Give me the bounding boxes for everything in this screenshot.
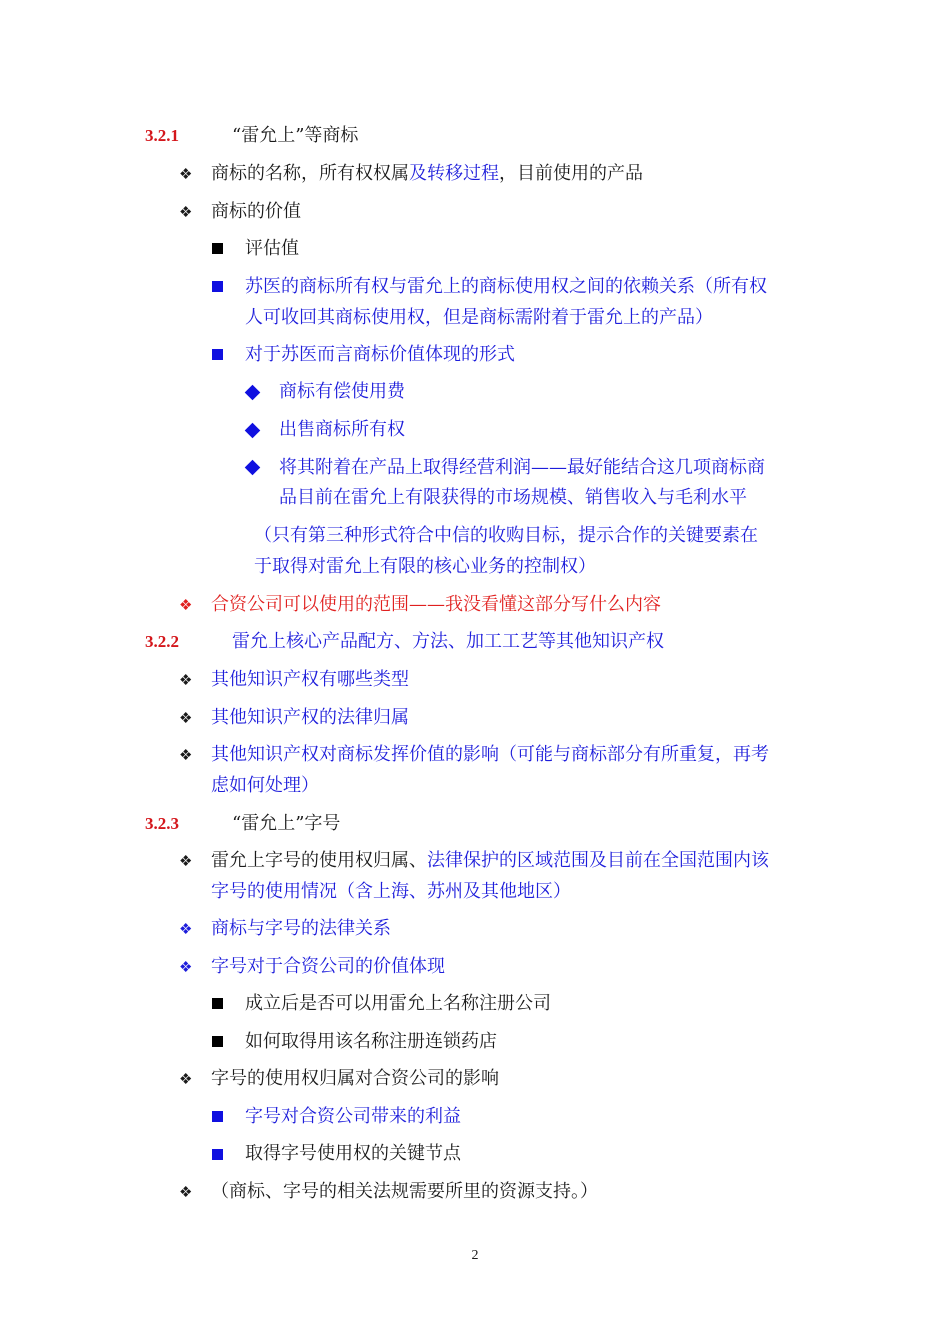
section-number: 3.2.2 <box>145 632 179 651</box>
list-item-continuation: 字号的使用情况（含上海、苏州及其他地区） <box>211 881 571 902</box>
diamond-bullet-icon <box>245 460 261 476</box>
list-item: 取得字号使用权的关键节点 <box>245 1143 461 1164</box>
square-bullet-icon <box>212 281 223 292</box>
diamond-bullet-icon: ❖ <box>179 165 193 183</box>
list-item: 商标与字号的法律关系 <box>211 918 391 939</box>
page-number: 2 <box>471 1248 479 1263</box>
square-bullet-icon <box>212 349 223 360</box>
list-item: 字号的使用权归属对合资公司的影响 <box>211 1068 499 1089</box>
section-title: 雷允上核心产品配方、方法、加工工艺等其他知识产权 <box>232 631 664 652</box>
diamond-bullet-icon: ❖ <box>179 596 193 614</box>
section-number: 3.2.1 <box>145 126 179 145</box>
square-bullet-icon <box>212 1111 223 1122</box>
list-item: 雷允上字号的使用权归属、法律保护的区域范围及目前在全国范围内该 <box>211 850 769 871</box>
list-item: 成立后是否可以用雷允上名称注册公司 <box>245 993 551 1014</box>
square-bullet-icon <box>212 998 223 1009</box>
list-item-continuation: 品目前在雷允上有限获得的市场规模、销售收入与毛利水平 <box>279 487 747 508</box>
list-item: 苏医的商标所有权与雷允上的商标使用权之间的依赖关系（所有权 <box>245 276 767 297</box>
list-item: 字号对于合资公司的价值体现 <box>211 956 445 977</box>
diamond-bullet-icon: ❖ <box>179 920 193 938</box>
section-title: “雷允上”字号 <box>232 813 341 834</box>
list-item: 其他知识产权有哪些类型 <box>211 669 409 690</box>
list-item-continuation: 虑如何处理） <box>211 775 319 796</box>
diamond-bullet-icon: ❖ <box>179 1070 193 1088</box>
square-bullet-icon <box>212 1149 223 1160</box>
diamond-bullet-icon: ❖ <box>179 1183 193 1201</box>
list-item: 出售商标所有权 <box>279 419 405 440</box>
diamond-bullet-icon <box>245 423 261 439</box>
list-item: 商标有偿使用费 <box>279 381 405 402</box>
list-item: 商标的价值 <box>211 201 301 222</box>
list-item: 其他知识产权对商标发挥价值的影响（可能与商标部分有所重复，再考 <box>211 744 769 765</box>
list-item: 合资公司可以使用的范围——我没看懂这部分写什么内容 <box>211 594 661 615</box>
diamond-bullet-icon: ❖ <box>179 958 193 976</box>
note-text-continuation: 于取得对雷允上有限的核心业务的控制权） <box>254 556 596 577</box>
list-item: 如何取得用该名称注册连锁药店 <box>245 1031 497 1052</box>
section-number: 3.2.3 <box>145 814 179 833</box>
list-item: 字号对合资公司带来的利益 <box>245 1106 461 1127</box>
diamond-bullet-icon: ❖ <box>179 203 193 221</box>
list-item: 将其附着在产品上取得经营利润——最好能结合这几项商标商 <box>279 457 765 478</box>
list-item-continuation: 人可收回其商标使用权，但是商标需附着于雷允上的产品） <box>245 307 713 328</box>
square-bullet-icon <box>212 1036 223 1047</box>
diamond-bullet-icon: ❖ <box>179 709 193 727</box>
section-title: “雷允上”等商标 <box>232 125 359 146</box>
list-item: 评估值 <box>245 238 299 259</box>
list-item: （商标、字号的相关法规需要所里的资源支持。） <box>211 1181 598 1202</box>
diamond-bullet-icon: ❖ <box>179 746 193 764</box>
list-item: 其他知识产权的法律归属 <box>211 707 409 728</box>
diamond-bullet-icon: ❖ <box>179 852 193 870</box>
square-bullet-icon <box>212 243 223 254</box>
list-item: 对于苏医而言商标价值体现的形式 <box>245 344 515 365</box>
diamond-bullet-icon: ❖ <box>179 671 193 689</box>
diamond-bullet-icon <box>245 385 261 401</box>
note-text: （只有第三种形式符合中信的收购目标，提示合作的关键要素在 <box>254 525 758 546</box>
list-item: 商标的名称，所有权权属及转移过程，目前使用的产品 <box>211 163 643 184</box>
